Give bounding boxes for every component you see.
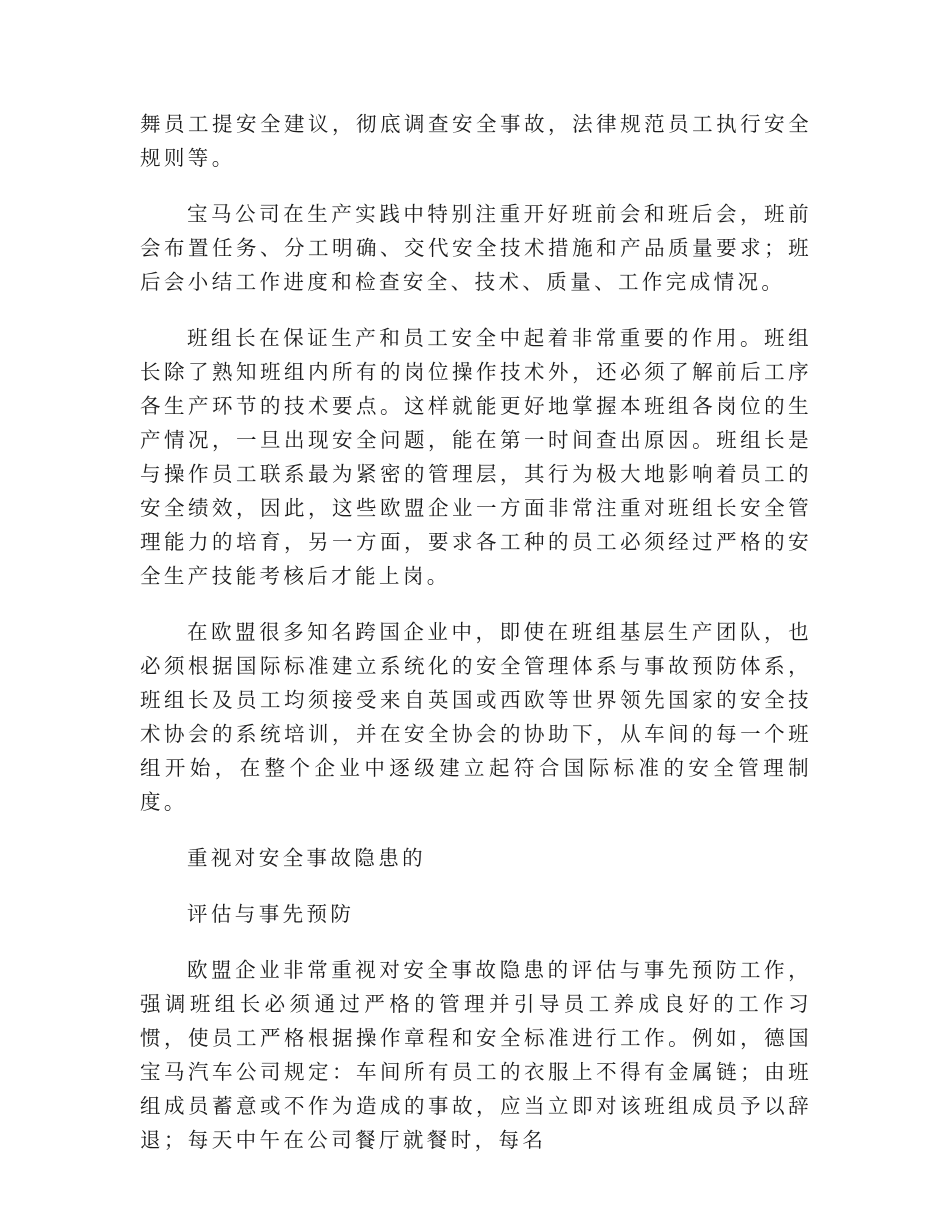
paragraph-bmw-meetings: 宝马公司在生产实践中特别注重开好班前会和班后会，班前会布置任务、分工明确、交代安全技术措施和产品质量要求；班后会小结工作进度和检查安全、技术、质量、工作完成情况。 bbox=[140, 202, 812, 294]
paragraph-team-leader-role: 班组长在保证生产和员工安全中起着非常重要的作用。班组长除了熟知班组内所有的岗位操作技术外，还必须了解前后工序各生产环节的技术要点。这样就能更好地掌握本班组各岗位的生产情况，一旦出现安全问题，能在第一时间查出原因。班组长是与操作员工联系最为紧密的管理层，其行为极大地影响着员工的安全绩效，因此，这些欧盟企业一方面非常注重对班组长安全管理能力的培育，另一方面，要求各工种的员工必须经过严格的安全生产技能考核后才能上岗。 bbox=[140, 326, 812, 588]
paragraph-continuation: 舞员工提安全建议，彻底调查安全事故，法律规范员工执行安全规则等。 bbox=[140, 112, 812, 170]
section-heading-line-2: 评估与事先预防 bbox=[187, 902, 355, 926]
document-body bbox=[140, 107, 812, 1179]
paragraph-eu-standards: 在欧盟很多知名跨国企业中，即使在班组基层生产团队，也必须根据国际标准建立系统化的安全管理体系与事故预防体系，班组长及员工均须接受来自英国或西欧等世界领先国家的安全技术协会的系统培训，并在安全协会的协助下，从车间的每一个班组开始，在整个企业中逐级建立起符合国际标准的安全管理制度。 bbox=[140, 620, 812, 814]
paragraph-hazard-assessment: 欧盟企业非常重视对安全事故隐患的评估与事先预防工作，强调班组长必须通过严格的管理并引导员工养成良好的工作习惯，使员工严格根据操作章程和安全标准进行工作。例如，德国宝马汽车公司规定：车间所有员工的衣服上不得有金属链；由班组成员蓄意或不作为造成的事故，应当立即对该班组成员予以辞退；每天中午在公司餐厅就餐时，每名 bbox=[140, 958, 812, 1152]
section-heading-line-1: 重视对安全事故隐患的 bbox=[187, 846, 426, 870]
